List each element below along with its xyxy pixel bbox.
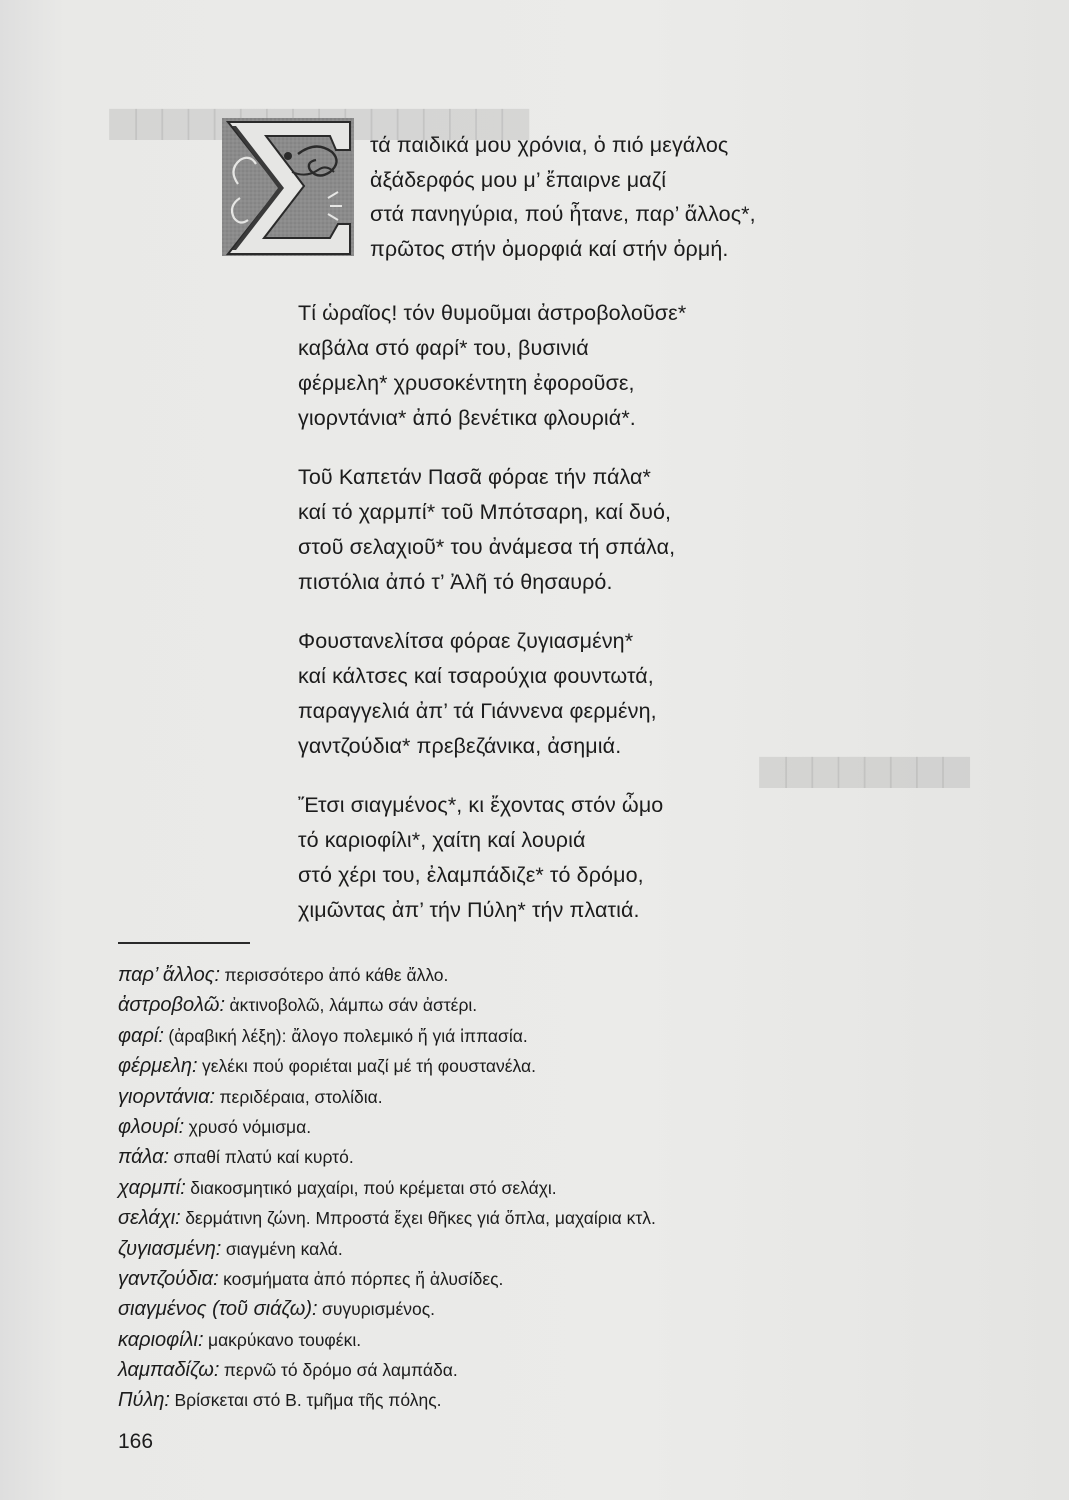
ornamental-dropcap: [218, 114, 358, 260]
poem-line: στά πανηγύρια, πού ἦτανε, παρ’ ἄλλος*,: [370, 202, 756, 226]
glossary-term: γιορντάνια:: [118, 1085, 216, 1108]
glossary-term: φλουρί:: [118, 1115, 185, 1138]
glossary-definition: γελέκι πού φοριέται μαζί μέ τή φουστανέλα.: [202, 1056, 537, 1077]
glossary-term: παρ’ ἄλλος:: [118, 964, 221, 986]
glossary-definition: κοσμήματα ἀπό πόρπες ἤ ἁλυσίδες.: [223, 1268, 504, 1289]
poem-line: καί τό χαρμπί* τοῦ Μπότσαρη, καί δυό,: [298, 500, 672, 524]
glossary-definition: μακρύκανο τουφέκι.: [207, 1329, 362, 1350]
glossary-entry: [118, 1082, 1018, 1112]
glossary-entry: [118, 1021, 1018, 1051]
glossary-entry: [118, 1051, 1018, 1081]
glossary-term: σιαγμένος (τοῦ σιάζω):: [118, 1298, 318, 1321]
poem-line: γαντζούδια* πρεβεζάνικα, ἀσημιά.: [298, 734, 622, 758]
poem-line: παραγγελιά ἀπ’ τά Γιάννενα φερμένη,: [298, 699, 657, 723]
poem-line: πρῶτος στήν ὀμορφιά καί στήν ὁρμή.: [370, 236, 729, 261]
glossary-entry: [118, 1173, 1018, 1203]
glossary-definition: περισσότερο ἀπό κάθε ἄλλο.: [224, 965, 449, 985]
glossary-entry: [118, 1234, 1018, 1264]
glossary-term: ἀστροβολῶ:: [118, 994, 226, 1017]
glossary-definition: σιαγμένη καλά.: [225, 1238, 343, 1259]
poem-stanza-2: [298, 296, 686, 436]
glossary-definition: σπαθί πλατύ καί κυρτό.: [173, 1147, 354, 1168]
glossary-entry: [118, 960, 1018, 990]
glossary-definition: δερμάτινη ζώνη. Μπροστά ἔχει θῆκες γιά ὅπλα, μαχαίρια κτλ.: [185, 1208, 656, 1229]
glossary-entry: [118, 1112, 1018, 1142]
poem-line: Τί ὡραῖος! τόν θυμοῦμαι ἀστροβολοῦσε*: [298, 301, 687, 325]
glossary-entry: [118, 1355, 1018, 1385]
poem-line: Φουστανελίτσα φόραε ζυγιασμένη*: [298, 629, 634, 653]
poem-line: καί κάλτσες καί τσαρούχια φουντωτά,: [298, 664, 654, 688]
poem-line: καβάλα στό φαρί* του, βυσινιά: [298, 336, 589, 360]
poem-line: τά παιδικά μου χρόνια, ὁ πιό μεγάλος: [370, 133, 729, 157]
glossary-term: Πύλη:: [118, 1389, 170, 1412]
page-number: 166: [118, 1430, 154, 1453]
glossary-term: πάλα:: [118, 1146, 170, 1169]
poem-line: στοῦ σελαχιοῦ* του ἀνάμεσα τή σπάλα,: [298, 535, 676, 559]
poem-stanza-4: [298, 624, 657, 764]
poem-line: Ἔτσι σιαγμένος*, κι ἔχοντας στόν ὦμο: [298, 793, 664, 817]
glossary-term: καριοφίλι:: [118, 1328, 204, 1351]
glossary-entry: [118, 1325, 1018, 1355]
poem-line: φέρμελη* χρυσοκέντητη ἐφοροῦσε,: [298, 371, 635, 395]
dropcap-sigma-icon: [218, 114, 358, 260]
glossary-term: γαντζούδια:: [118, 1267, 219, 1290]
poem-stanza-3: [298, 460, 675, 600]
glossary-definition: διακοσμητικό μαχαίρι, πού κρέμεται στό σελάχι.: [190, 1177, 557, 1198]
glossary-entry: [118, 1203, 1018, 1233]
glossary-entry: [118, 1142, 1018, 1172]
glossary-definition: συγυρισμένος.: [322, 1299, 436, 1320]
poem-stanza-1: [370, 128, 756, 266]
glossary-term: χαρμπί:: [118, 1176, 186, 1199]
glossary: [118, 960, 1018, 1416]
poem-line: χιμῶντας ἀπ’ τήν Πύλη* τήν πλατιά.: [298, 898, 640, 922]
poem-line: Τοῦ Καπετάν Πασᾶ φόραε τήν πάλα*: [298, 465, 652, 489]
poem-line: πιστόλια ἀπό τ’ Ἀλῆ τό θησαυρό.: [298, 570, 613, 594]
glossary-definition: περνῶ τό δρόμο σά λαμπάδα.: [223, 1360, 458, 1381]
glossary-entry: [118, 1294, 1018, 1324]
poem-stanza-5: [298, 788, 663, 928]
glossary-entry: [118, 1264, 1018, 1294]
glossary-entry: [118, 1385, 1018, 1415]
glossary-term: σελάχι:: [118, 1207, 181, 1230]
glossary-definition: (ἀραβική λέξη): ἄλογο πολεμικό ἤ γιά ἱππασία.: [168, 1025, 528, 1046]
glossary-term: φαρί:: [118, 1024, 164, 1047]
glossary-definition: Βρίσκεται στό Β. τμῆμα τῆς πόλης.: [174, 1390, 442, 1411]
bleed-through-heading: ▆▆▆▆▆▆▆▆: [760, 749, 970, 787]
glossary-term: ζυγιασμένη:: [118, 1237, 222, 1260]
poem-line: τό καριοφίλι*, χαίτη καί λουριά: [298, 828, 586, 852]
glossary-definition: χρυσό νόμισμα.: [188, 1116, 312, 1137]
glossary-term: λαμπαδίζω:: [118, 1359, 220, 1382]
poem-line: στό χέρι του, ἐλαμπάδιζε* τό δρόμο,: [298, 863, 644, 887]
glossary-term: φέρμελη:: [118, 1055, 198, 1078]
glossary-entry: [118, 990, 1018, 1020]
glossary-definition: ἀκτινοβολῶ, λάμπω σάν ἀστέρι.: [229, 995, 478, 1016]
poem-line: γιορντάνια* ἀπό βενέτικα φλουριά*.: [298, 406, 636, 430]
glossary-definition: περιδέραια, στολίδια.: [219, 1086, 383, 1107]
footnote-divider: [118, 942, 250, 944]
poem-line: ἀξάδερφός μου μ’ ἔπαιρνε μαζί: [370, 167, 667, 192]
